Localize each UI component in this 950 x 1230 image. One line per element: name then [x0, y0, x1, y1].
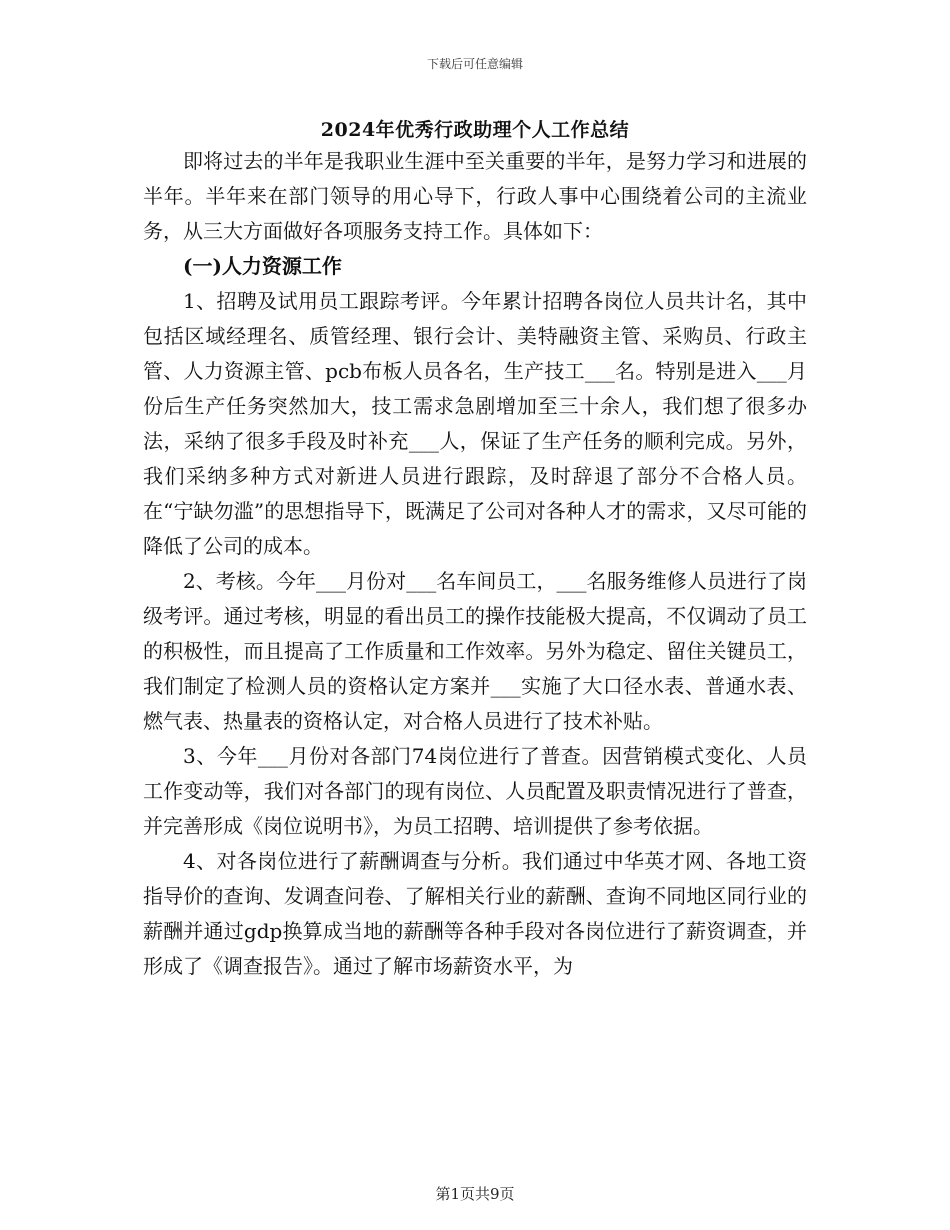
- paragraph-recruitment: 1、招聘及试用员工跟踪考评。今年累计招聘各岗位人员共计名，其中包括区域经理名、质管经理、银行会计、美特融资主管、采购员、行政主管、人力资源主管、pcb布板人员各名，生产技工___名。特别是进入___月份后生产任务突然加大，技工需求急剧增加至三十余人，我们想了很多办法，采纳了很多手段及时补充___人，保证了生产任务的顺利完成。另外，我们采纳多种方式对新进人员进行跟踪，及时辞退了部分不合格人员。在“宁缺勿滥”的思想指导下，既满足了公司对各种人才的需求，又尽可能的降低了公司的成本。: [143, 289, 807, 558]
- document-body: [143, 144, 807, 984]
- intro-paragraph: 即将过去的半年是我职业生涯中至关重要的半年，是努力学习和进展的半年。半年来在部门领导的用心导下，行政人事中心围绕着公司的主流业务，从三大方面做好各项服务支持工作。具体如下：: [143, 149, 807, 243]
- document-title: 2024年优秀行政助理个人工作总结: [320, 119, 630, 141]
- page-number: 第1页共9页: [435, 1185, 515, 1203]
- paragraph-salary-survey: 4、对各岗位进行了薪酬调查与分析。我们通过中华英才网、各地工资指导价的查询、发调查问卷、了解相关行业的薪酬、查询不同地区同行业的薪酬并通过gdp换算成当地的薪酬等各种手段对各岗位进行了薪资调查，并形成了《调查报告》。通过了解市场薪资水平，为: [143, 849, 807, 978]
- paragraph-assessment: 2、考核。今年___月份对___名车间员工，___名服务维修人员进行了岗级考评。通过考核，明显的看出员工的操作技能极大提高，不仅调动了员工的积极性，而且提高了工作质量和工作效率。另外为稳定、留住关键员工，我们制定了检测人员的资格认定方案并___实施了大口径水表、普通水表、燃气表、热量表的资格认定，对合格人员进行了技术补贴。: [143, 569, 807, 733]
- header-note: 下载后可任意编辑: [426, 57, 523, 71]
- paragraph-position-survey: 3、今年___月份对各部门74岗位进行了普查。因营销模式变化、人员工作变动等，我们对各部门的现有岗位、人员配置及职责情况进行了普查，并完善形成《岗位说明书》，为员工招聘、培训提供了参考依据。: [143, 744, 807, 838]
- section-heading-hr: (一)人力资源工作: [183, 254, 342, 278]
